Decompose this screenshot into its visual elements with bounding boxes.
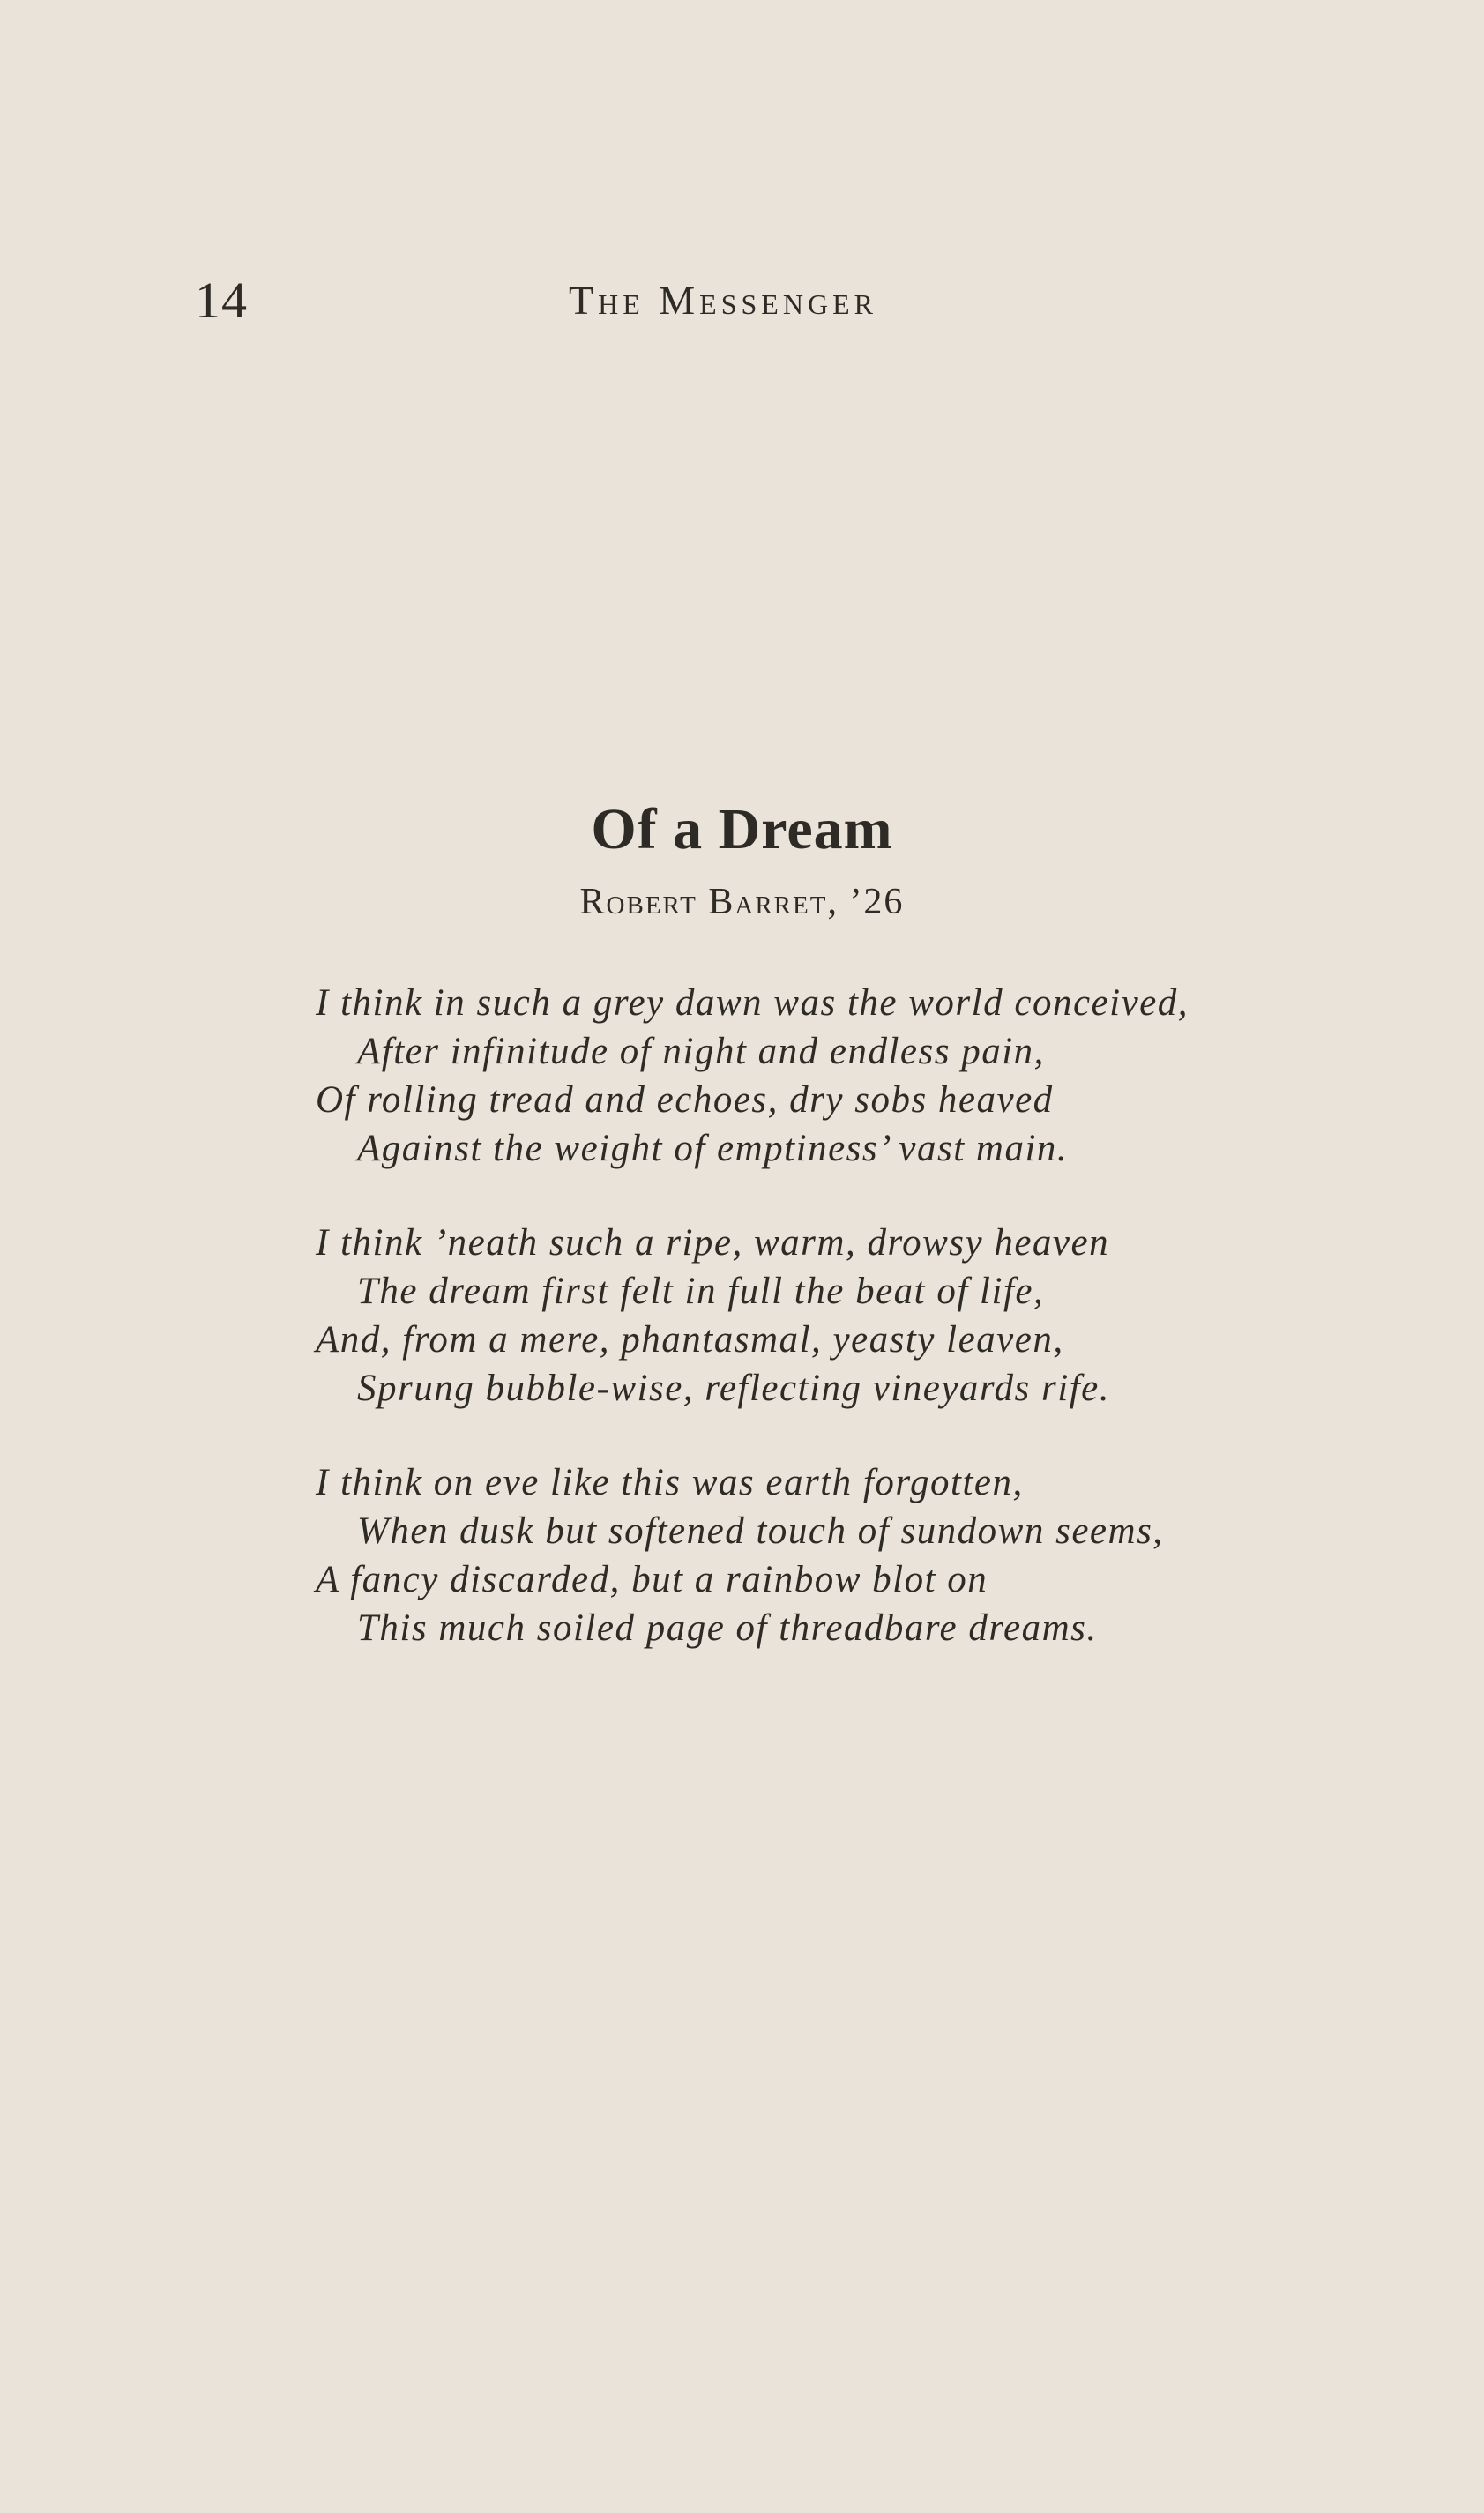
poem-line: Against the weight of emptiness’ vast main. xyxy=(357,1128,1069,1169)
poem-line: When dusk but softened touch of sundown seems, xyxy=(357,1510,1164,1552)
stanza-3 xyxy=(316,1458,1330,1652)
poem-line: I think on eve like this was earth forgotten, xyxy=(316,1462,1024,1503)
poem-title: Of a Dream xyxy=(591,797,893,861)
stanza-2 xyxy=(316,1219,1330,1413)
poem-byline: Robert Barret, ’26 xyxy=(579,882,905,922)
poem-line: A fancy discarded, but a rainbow blot on xyxy=(316,1559,988,1600)
poem-line: The dream first felt in full the beat of life, xyxy=(357,1271,1045,1312)
poem-line: Sprung bubble-wise, reflecting vineyards rife. xyxy=(357,1368,1111,1409)
poem-line: And, from a mere, phantasmal, yeasty leaven, xyxy=(316,1319,1064,1361)
running-head: The Messenger xyxy=(569,278,877,323)
poem-line: I think ’neath such a ripe, warm, drowsy heaven xyxy=(316,1222,1110,1264)
poem-line: After infinitude of night and endless pain, xyxy=(357,1031,1045,1072)
poem-line: Of rolling tread and echoes, dry sobs heaved xyxy=(316,1079,1054,1121)
stanza-1 xyxy=(316,979,1330,1173)
page-number: 14 xyxy=(195,272,248,329)
poem-line: This much soiled page of threadbare dreams. xyxy=(357,1607,1098,1649)
poem-line: I think in such a grey dawn was the world conceived, xyxy=(316,982,1189,1024)
poem-body xyxy=(316,979,1330,1698)
